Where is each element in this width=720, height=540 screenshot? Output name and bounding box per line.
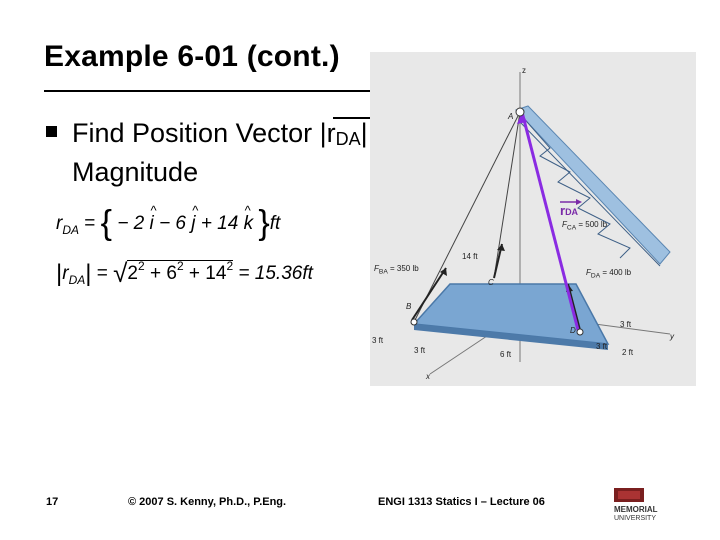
eq2-plus1: + [149, 263, 162, 284]
eq1-equals: = [84, 213, 96, 234]
label-c: C [488, 278, 494, 287]
eq2-plus2: + [188, 263, 201, 284]
eq1-unit-k: ^ k [244, 213, 254, 235]
memorial-university-logo [612, 486, 684, 522]
footer-copyright: © 2007 S. Kenny, Ph.D., P.Eng. [128, 496, 287, 508]
eq1-term3: + 14 [200, 213, 239, 234]
eq1-term2: − 6 [159, 213, 187, 234]
radicand [127, 260, 233, 284]
eq2-a: 2 [127, 263, 138, 284]
rda-sub: DA [565, 207, 579, 217]
label-y: y [670, 332, 674, 341]
eq2-result: = 15.36 [238, 263, 303, 284]
crane-figure [370, 52, 696, 386]
left-brace-icon: { [100, 204, 113, 242]
label-dim-2ft: 2 ft [622, 348, 634, 357]
eq1-unit-i: ^ i [150, 213, 154, 235]
label-d: D [570, 326, 576, 335]
label-dim-3ft-c: 3 ft [620, 320, 632, 329]
svg-text:MEMORIAL: MEMORIAL [614, 505, 658, 514]
label-fba: $F_{BA} = 350$ lb [374, 264, 419, 276]
eq2-units: ft [302, 263, 313, 284]
rda-vector-label [560, 203, 578, 218]
footer-course: ENGI 1313 Statics I – Lecture 06 [378, 496, 545, 508]
position-vector-equation [56, 204, 280, 243]
eq1-unit-j: ^ j [191, 213, 195, 235]
rda-letter: r [560, 203, 566, 218]
magnitude-equation [56, 258, 313, 289]
bullet-line2: Magnitude [72, 157, 199, 187]
label-dim-6ft: 6 ft [500, 350, 512, 359]
eq1-term1: − 2 [117, 213, 145, 234]
vector-subscript: DA [335, 129, 361, 149]
eq2-equals: = [96, 263, 108, 284]
university-logo-icon [612, 486, 684, 522]
label-z: z [522, 66, 526, 75]
right-brace-icon: } [258, 204, 270, 242]
sqrt-icon: √ [113, 258, 128, 288]
bullet-square-icon [46, 126, 57, 137]
eq1-units: ft [269, 213, 281, 234]
eq2-exp-a: 2 [138, 259, 145, 273]
eq1-lhs: r [56, 213, 63, 234]
label-dim-3ft-b: 3 ft [414, 346, 426, 355]
abs-bar-right-icon: | [85, 260, 92, 287]
bullet-line1: Find Position Vector | [72, 118, 327, 148]
position-vector-symbol [327, 117, 361, 156]
svg-text:UNIVERSITY: UNIVERSITY [614, 515, 657, 522]
slide-title: Example 6-01 (cont.) [44, 40, 340, 73]
vector-letter: r [326, 118, 336, 148]
label-x: x [426, 372, 430, 381]
label-dim-14ft: 14 ft [462, 252, 478, 261]
bullet-line1-end: | [360, 118, 368, 148]
crane-diagram [370, 52, 696, 386]
rda-arrow-icon [560, 199, 582, 205]
label-b: B [406, 302, 412, 311]
label-dim-3ft-d: 3 ft [596, 342, 608, 351]
abs-bar-left-icon: | [56, 260, 63, 287]
label-dim-3ft-a: 3 ft [372, 336, 384, 345]
page-number: 17 [46, 496, 59, 508]
label-fda: $F_{DA} = 400$ lb [586, 268, 632, 280]
eq1-lhs-sub: DA [62, 223, 79, 237]
eq2-b: 6 [166, 263, 177, 284]
title-underline [44, 90, 374, 92]
eq2-c: 14 [205, 263, 227, 284]
label-a: A [508, 112, 514, 121]
eq2-exp-b: 2 [176, 259, 184, 273]
eq2-lhs: r [62, 263, 69, 284]
eq2-exp-c: 2 [226, 259, 234, 273]
eq2-lhs-sub: DA [68, 273, 86, 287]
label-fca: $F_{CA} = 500$ lb [562, 220, 608, 232]
